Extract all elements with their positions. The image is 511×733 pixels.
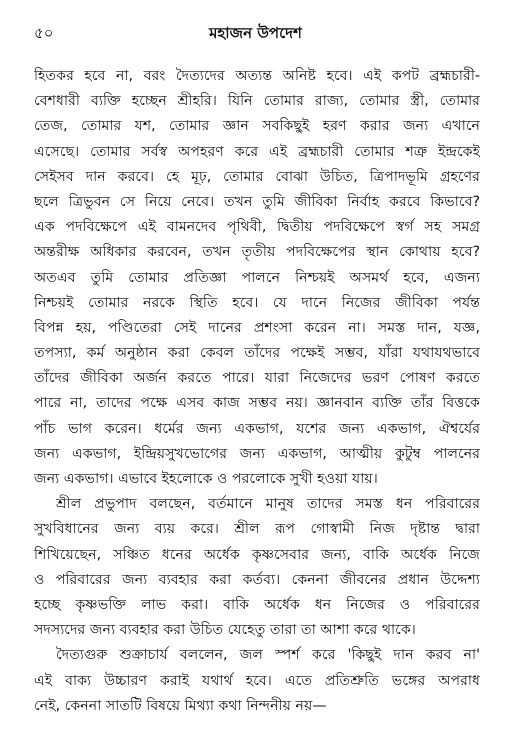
paragraph-2-line: হচ্ছে কৃষ্ণভক্তি লাভ করা। বাকি অর্ধেক ধন নিজের ও পরিবারের <box>34 596 480 613</box>
page-header <box>34 22 477 46</box>
page-number: ৫০ <box>34 24 54 42</box>
paragraph-1-line: পারে না, তাদের পক্ষে এসব কাজ সম্ভব নয়। জ্ঞানবান ব্যক্তি তাঁর বিত্তকে <box>34 395 480 412</box>
paragraph-1-line: জন্য একভাগ। এভাবে ইহলোকে ও পরলোকে সুখী হওয়া যায়। <box>34 471 378 487</box>
paragraph-1-line: বিপন্ন হয়, পণ্ডিতেরা সেই দানের প্রশংসা করেন না। সমস্ত দান, যজ্ঞ, <box>34 319 480 336</box>
paragraph-1-line: বেশধারী ব্যক্তি হচ্ছেন শ্রীহরি। যিনি তোমার রাজ্য, তোমার স্ত্রী, তোমার <box>34 93 480 110</box>
paragraph-1-line: এসেছে। তোমার সর্বস্ব অপহরণ করে এই ব্রহ্মচারী তোমার শত্রু ইন্দ্রকেই <box>34 143 480 160</box>
running-title: মহাজন উপদেশ <box>209 24 302 42</box>
paragraph-1-line: জন্য একভাগ, ইন্দ্রিয়সুখভোগের জন্য একভাগ, আত্মীয় কুটুম্ব পালনের <box>34 445 480 462</box>
paragraph-2-line: শ্রীল প্রভুপাদ বলছেন, বর্তমানে মানুষ তাদের সমস্ত ধন পরিবারের <box>56 496 480 513</box>
paragraph-1-line: তাঁদের জীবিকা অর্জন করতে পারে। যারা নিজেদের ভরণ পোষণ করতে <box>34 370 480 387</box>
body-text <box>34 64 480 719</box>
paragraph-2-line: ও পরিবারের জন্য ব্যবহার করা কর্তব্য। কেননা জীবনের প্রধান উদ্দেশ্য <box>34 571 480 588</box>
paragraph-3-line: এই বাক্য উচ্চারণ করাই যথার্থ হবে। এতে প্রতিশ্রুতি ভঙ্গের অপরাধ <box>34 672 480 689</box>
paragraph-1-line: অতএব তুমি তোমার প্রতিজ্ঞা পালনে নিশ্চয়ই অসমর্থ হবে, এজন্য <box>34 269 480 286</box>
paragraph-1-line: ছলে ত্রিভুবন সে নিয়ে নেবে। তখন তুমি জীবিকা নির্বাহ করবে কিভাবে? <box>34 193 480 210</box>
paragraph-1-line: তপস্যা, কর্ম অনুষ্ঠান করা কেবল তাঁদের পক্ষেই সম্ভব, যাঁরা যথাযথভাবে <box>34 345 480 362</box>
paragraph-1-line: তেজ, তোমার যশ, তোমার জ্ঞান সবকিছুই হরণ করার জন্য এখানে <box>34 118 480 135</box>
paragraph-3-line: নেই, কেননা সাতটি বিষয়ে মিথ্যা কথা নিন্দনীয় নয়— <box>34 697 327 714</box>
paragraph-1-line: অন্তরীক্ষ অধিকার করবেন, তখন তৃতীয় পদবিক্ষেপের স্থান কোথায় হবে? <box>34 244 480 261</box>
paragraph-1-line: নিশ্চয়ই তোমার নরকে স্থিতি হবে। যে দানে নিজের জীবিকা পর্যন্ত <box>34 294 480 311</box>
paragraph-3-line: দৈত্যগুরু শুক্রাচার্য বললেন, জল স্পর্শ করে 'কিছুই দান করব না' <box>56 647 480 664</box>
paragraph-1-line: এক পদবিক্ষেপে এই বামনদেব পৃথিবী, দ্বিতীয় পদবিক্ষেপে স্বর্গ সহ সমগ্র <box>34 219 480 236</box>
paragraph-1-line: পাঁচ ভাগ করেন। ধর্মের জন্য একভাগ, যশের জন্য একভাগ, ঐশ্বর্যের <box>34 420 480 437</box>
paragraph-2-line: শিখিয়েছেন, সঞ্চিত ধনের অর্ধেক কৃষ্ণসেবার জন্য, বাকি অর্ধেক নিজে <box>34 546 480 563</box>
paragraph-1-line: হিতকর হবে না, বরং দৈত্যদের অত্যন্ত অনিষ্ট হবে। এই কপট ব্রহ্মচারী- <box>34 68 480 84</box>
paragraph-2-line: সুখবিধানের জন্য ব্যয় করে। শ্রীল রূপ গোস্বামী নিজ দৃষ্টান্ত দ্বারা <box>34 521 480 538</box>
paragraph-2-line: সদস্যদের জন্য ব্যবহার করা উচিত যেহেতু তারা তা আশা করে থাকে। <box>34 622 416 639</box>
paragraph-1-line: সেইসব দান করবে। হে মূঢ়, তোমার বোঝা উচিত, ত্রিপাদভূমি গ্রহণের <box>34 168 480 185</box>
